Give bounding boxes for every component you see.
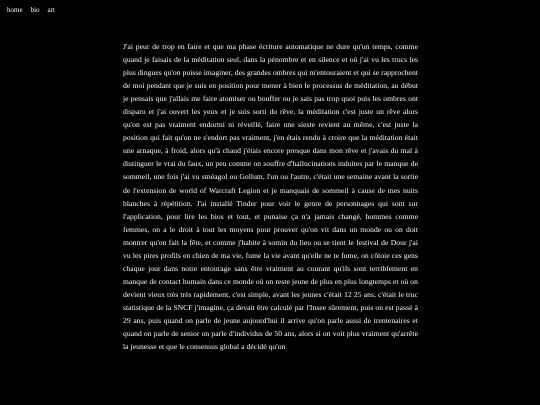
nav-home-link[interactable]: home — [7, 6, 23, 14]
article-text-block — [123, 40, 418, 405]
top-nav — [7, 6, 55, 15]
nav-art-link[interactable]: art — [47, 6, 55, 14]
article-paragraph: J'ai peur de trop en faire et que ma phase écriture automatique ne dure qu'un temps, comme quand je faisais de la méditation seul, dans la pénombre et en silence et où j'ai vu les trucs les plus dingues qu'on puisse imaginer, des grandes ombres qui m'entouraient et qui se rapprochent de moi pendant que je suis en position pour mener à bien le processus de méditation, au début je pensais que j'allais me faire atomiser ou bouffer ou je sais pas trop quoi puis les ombres ont disparu et j'ai ouvert les yeux et je suis sorti du rêve, la méditation c'est juste un rêve alors qu'on est pas vraiment endormi ni réveillé, faire une sieste revient au même, c'est juste la position qui fait qu'on ne s'endort pas vraiment, j'en étais rendu à croire que la méditation était une arnaque, à froid, alors qu'à chaud j'étais encore presque dans mon rêve et j'avais du mal à distinguer le vrai du faux, un peu comme on souffre d'hallucinations induites par le manque de sommeil, une fois j'ai vu sméagol ou Gollum, l'un ou l'autre, c'était une semaine avant la sortie de l'extension de world of Warcraft Legion et je manquais de sommeil à cause de mes nuits blanches à répétition. J'ai installé Tinder pour voir le genre de personnages qui sont sur l'application, pour lire les bios et tout, et punaise ça n'a jamais changé, hommes comme femmes, on a le droit à tout les moyens pour prouver qu'on vit dans un monde ou on doit montrer qu'on fait la fête, et comme j'habite à somin du lieu ou se tient le festival de Dour j'ai vu les pires profils en chien de ma vie, fume la vie avant qu'elle ne te fume, on côtoie ces gens chaque jour dans notre entourage sans être vraiment au courant qu'ils sont terriblement en manque de contact humain dans ce monde où on reste jeune de plus en plus longtemps et où on devient vieux très très rapidement, c'est simple, avant les jeunes c'était 12 25 ans, c'était le truc statistique de la SNCF j'imagine, ça devait être calculé par l'Insee sûrement, puis on est passé à 29 ans, puis quand on parle de jeune aujourd'hui il arrive qu'on parle aussi de trentenaires et quand on parle de senior on parle d'individus de 50 ans, alors si on voit plus vraiment qu'arrête la jeunesse et que le consensus global a décidé qu'on — [123, 42, 418, 352]
nav-bio-link[interactable]: bio — [30, 6, 40, 14]
